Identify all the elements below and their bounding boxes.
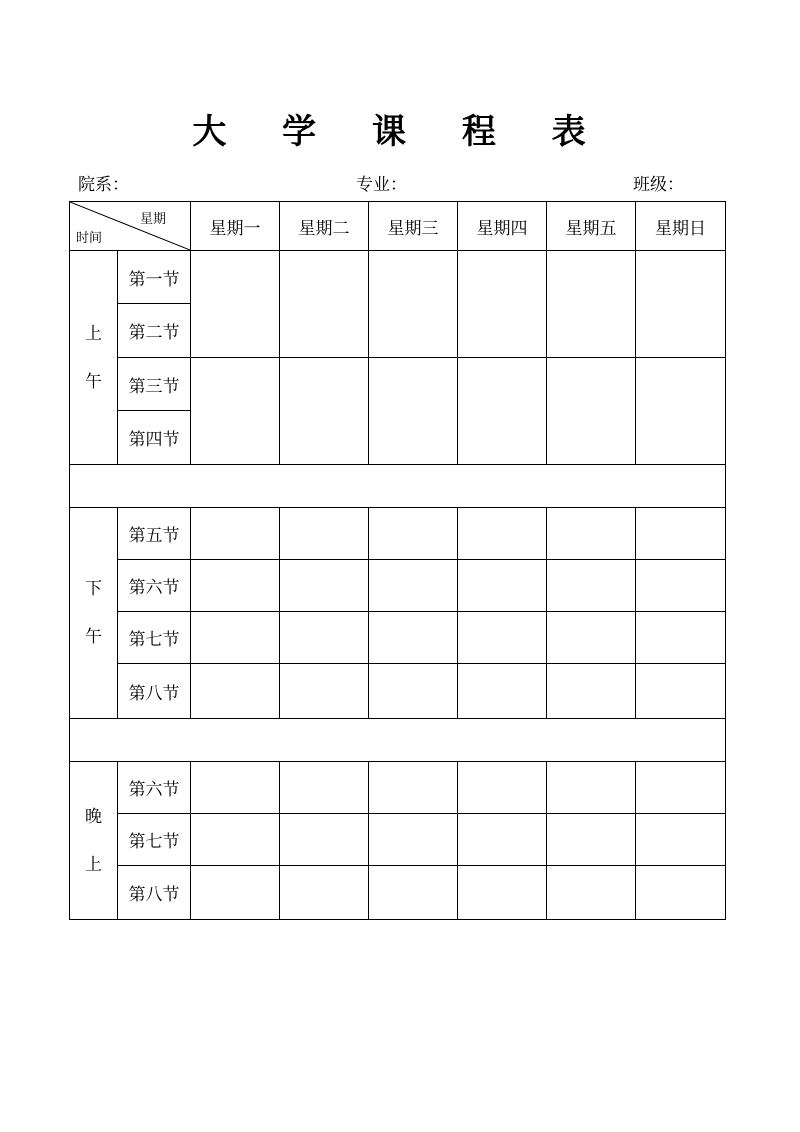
schedule-cell[interactable] <box>458 612 547 664</box>
header-row <box>70 202 726 251</box>
divider <box>69 919 159 920</box>
schedule-cell[interactable] <box>369 508 458 560</box>
schedule-cell[interactable] <box>191 664 280 719</box>
table-row <box>70 358 726 411</box>
corner-time-label: 时间 <box>76 231 103 246</box>
schedule-cell[interactable] <box>280 612 369 664</box>
schedule-cell[interactable] <box>369 560 458 612</box>
schedule-cell[interactable] <box>636 762 726 814</box>
schedule-cell[interactable] <box>280 762 369 814</box>
table-row <box>70 814 726 866</box>
evening-label-char: 晚 <box>85 806 102 827</box>
schedule-cell[interactable] <box>191 508 280 560</box>
period-label: 第二节 <box>118 304 191 358</box>
schedule-cell[interactable] <box>191 560 280 612</box>
schedule-cell[interactable] <box>636 664 726 719</box>
day-header-sun: 星期日 <box>636 202 726 251</box>
table-row <box>70 664 726 719</box>
break-row <box>70 719 726 762</box>
page-title: 大 学 课 程 表 <box>192 112 608 152</box>
schedule-cell[interactable] <box>280 866 369 920</box>
day-header-mon: 星期一 <box>191 202 280 251</box>
period-label: 第六节 <box>118 762 191 814</box>
schedule-cell[interactable] <box>280 560 369 612</box>
period-label: 第八节 <box>118 866 191 920</box>
period-label: 第八节 <box>118 664 191 719</box>
schedule-cell[interactable] <box>280 664 369 719</box>
morning-label-char: 上 <box>85 323 102 344</box>
schedule-cell[interactable] <box>458 251 547 358</box>
period-label: 第七节 <box>118 612 191 664</box>
schedule-cell[interactable] <box>547 866 636 920</box>
table-row <box>70 612 726 664</box>
schedule-cell[interactable] <box>458 762 547 814</box>
schedule-cell[interactable] <box>636 560 726 612</box>
break-cell <box>70 465 726 508</box>
schedule-cell[interactable] <box>458 814 547 866</box>
info-row <box>78 170 688 194</box>
schedule-cell[interactable] <box>547 814 636 866</box>
schedule-table <box>69 201 726 920</box>
schedule-cell[interactable] <box>458 560 547 612</box>
schedule-cell[interactable] <box>191 762 280 814</box>
day-header-tue: 星期二 <box>280 202 369 251</box>
schedule-cell[interactable] <box>369 251 458 358</box>
schedule-cell[interactable] <box>547 508 636 560</box>
schedule-cell[interactable] <box>369 358 458 465</box>
day-header-wed: 星期三 <box>369 202 458 251</box>
period-label: 第一节 <box>118 251 191 304</box>
schedule-cell[interactable] <box>636 866 726 920</box>
period-label: 第七节 <box>118 814 191 866</box>
table-row <box>70 508 726 560</box>
afternoon-session-label <box>70 508 118 719</box>
schedule-cell[interactable] <box>547 358 636 465</box>
corner-weekday-label: 星期 <box>139 212 166 227</box>
class-label: 班级： <box>633 175 684 195</box>
day-header-thu: 星期四 <box>458 202 547 251</box>
schedule-cell[interactable] <box>280 508 369 560</box>
afternoon-label-char: 午 <box>85 627 102 647</box>
schedule-cell[interactable] <box>369 612 458 664</box>
break-cell <box>70 719 726 762</box>
schedule-cell[interactable] <box>191 866 280 920</box>
corner-cell <box>70 202 191 251</box>
table-row <box>70 866 726 920</box>
schedule-cell[interactable] <box>191 251 280 358</box>
schedule-cell[interactable] <box>636 814 726 866</box>
schedule-cell[interactable] <box>369 664 458 719</box>
schedule-cell[interactable] <box>458 508 547 560</box>
table-row <box>70 762 726 814</box>
period-label: 第三节 <box>118 358 191 411</box>
break-row <box>70 465 726 508</box>
period-label: 第五节 <box>118 508 191 560</box>
schedule-cell[interactable] <box>636 508 726 560</box>
schedule-cell[interactable] <box>458 358 547 465</box>
table-row <box>70 560 726 612</box>
morning-label-char: 午 <box>85 371 102 392</box>
schedule-cell[interactable] <box>547 664 636 719</box>
schedule-cell[interactable] <box>636 358 726 465</box>
schedule-cell[interactable] <box>547 762 636 814</box>
afternoon-label-char: 下 <box>85 579 102 599</box>
department-label: 院系： <box>78 175 129 195</box>
schedule-cell[interactable] <box>636 251 726 358</box>
schedule-cell[interactable] <box>280 814 369 866</box>
schedule-cell[interactable] <box>369 762 458 814</box>
schedule-cell[interactable] <box>191 612 280 664</box>
period-label: 第六节 <box>118 560 191 612</box>
schedule-cell[interactable] <box>191 358 280 465</box>
table-row <box>70 251 726 304</box>
schedule-cell[interactable] <box>369 814 458 866</box>
period-label: 第四节 <box>118 411 191 465</box>
schedule-cell[interactable] <box>369 866 458 920</box>
day-header-fri: 星期五 <box>547 202 636 251</box>
evening-label-char: 上 <box>85 854 102 875</box>
schedule-cell[interactable] <box>191 814 280 866</box>
schedule-cell[interactable] <box>458 664 547 719</box>
schedule-cell[interactable] <box>280 358 369 465</box>
evening-session-label <box>70 762 118 920</box>
morning-session-label <box>70 251 118 465</box>
schedule-cell[interactable] <box>280 251 369 358</box>
schedule-cell[interactable] <box>547 612 636 664</box>
schedule-cell[interactable] <box>547 560 636 612</box>
schedule-cell[interactable] <box>547 251 636 358</box>
schedule-cell[interactable] <box>458 866 547 920</box>
major-label: 专业： <box>356 175 407 195</box>
schedule-cell[interactable] <box>636 612 726 664</box>
